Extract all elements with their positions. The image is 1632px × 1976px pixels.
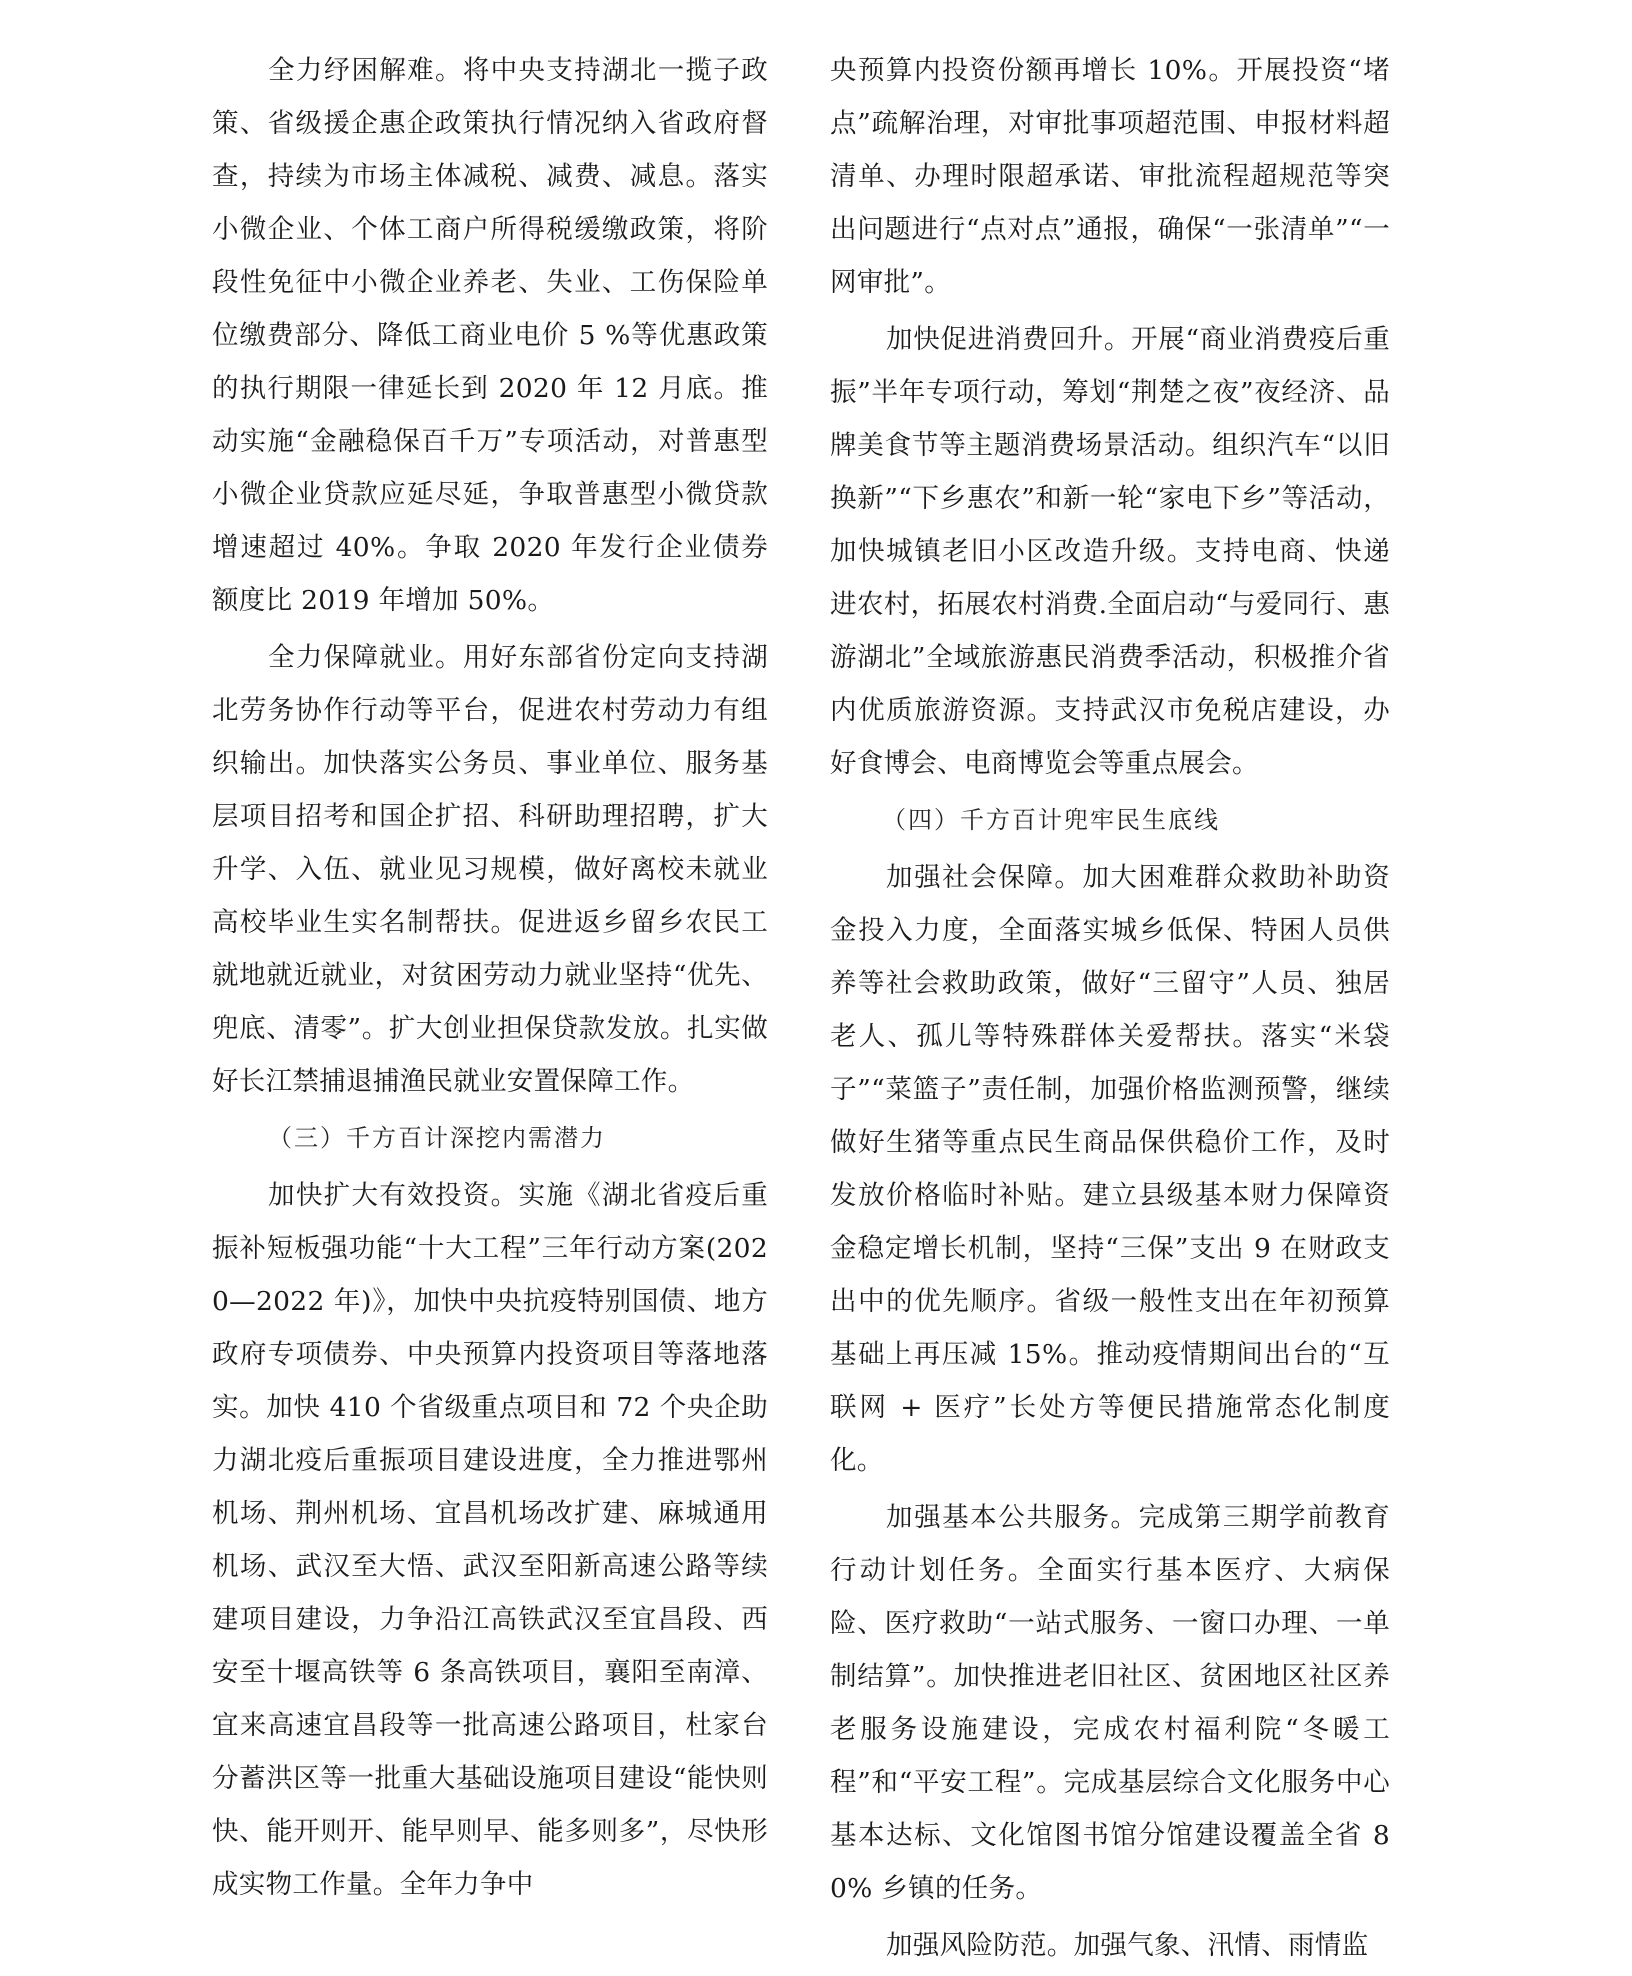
paragraph-employment: 全力保障就业。用好东部省份定向支持湖北劳务协作行动等平台，促进农村劳动力有组织输出。加快落实公务员、事业单位、服务基层项目招考和国企扩招、科研助理招聘，扩大升学、入伍、就业见习规模，做好离校未就业高校毕业生实名制帮扶。促进返乡留乡农民工就地就近就业，对贫困劳动力就业坚持“优先、兜底、清零”。扩大创业担保贷款发放。扎实做好长江禁捕退捕渔民就业安置保障工作。 [212,642,768,1097]
paragraph-investment: 加快扩大有效投资。实施《湖北省疫后重振补短板强功能“十大工程”三年行动方案(2020—2022 年)》，加快中央抗疫特别国债、地方政府专项债券、中央预算内投资项目等落地落实。加快 410 个省级重点项目和 72 个央企助力湖北疫后重振项目建设进度，全力推进鄂州机场、荆州机场、宜昌机场改扩建、麻城通用机场、武汉至大悟、武汉至阳新高速公路等续建项目建设，力争沿江高铁武汉至宜昌段、西安至十堰高铁等 6 条高铁项目，襄阳至南漳、宜来高速宜昌段等一批高速公路项目，杜家台分蓄洪区等一批重大基础设施项目建设“能快则快、能开则开、能早则早、能多则多”，尽快形成实物工作量。全年力争中 [212,1180,768,1900]
paragraph-consumption: 加快促进消费回升。开展“商业消费疫后重振”半年专项行动，筹划“荆楚之夜”夜经济、品牌美食节等主题消费场景活动。组织汽车“以旧换新”“下乡惠农”和新一轮“家电下乡”等活动，加快城镇老旧小区改造升级。支持电商、快递进农村，拓展农村消费.全面启动“与爱同行、惠游湖北”全域旅游惠民消费季活动，积极推介省内优质旅游资源。支持武汉市免税店建设，办好食博会、电商博览会等重点展会。 [830,324,1390,779]
paragraph-social-security: 加强社会保障。加大困难群众救助补助资金投入力度，全面落实城乡低保、特困人员供养等社会救助政策，做好“三留守”人员、独居老人、孤儿等特殊群体关爱帮扶。落实“米袋子”“菜篮子”责任制，加强价格监测预警，继续做好生猪等重点民生商品保供稳价工作，及时发放价格临时补贴。建立县级基本财力保障资金稳定增长机制，坚持“三保”支出 9 在财政支出中的优先顺序。省级一般性支出在年初预算基础上再压减 15%。推动疫情期间出台的“互联网 + 医疗”长处方等便民措施常态化制度化。 [830,862,1390,1476]
left-column [212,44,768,1915]
paragraph-relief-difficulties: 全力纾困解难。将中央支持湖北一揽子政策、省级援企惠企政策执行情况纳入省政府督查，持续为市场主体减税、减费、减息。落实小微企业、个体工商户所得税缓缴政策，将阶段性免征中小微企业养老、失业、工伤保险单位缴费部分、降低工商业电价 5 %等优惠政策的执行期限一律延长到 2020 年 12 月底。推动实施“金融稳保百千万”专项活动，对普惠型小微企业贷款应延尽延，争取普惠型小微贷款增速超过 40%。争取 2020 年发行企业债券额度比 2019 年增加 50%。 [212,55,768,616]
section-heading-livelihood: （四）千方百计兜牢民生底线 [882,806,1220,834]
section-heading-domestic-demand: （三）千方百计深挖内需潜力 [268,1124,606,1152]
paragraph-investment-continued: 央预算内投资份额再增长 10%。开展投资“堵点”疏解治理，对审批事项超范围、申报材料超清单、办理时限超承诺、审批流程超规范等突出问题进行“点对点”通报，确保“一张清单”“一网审批”。 [830,55,1390,298]
paragraph-public-services: 加强基本公共服务。完成第三期学前教育行动计划任务。全面实行基本医疗、大病保险、医疗救助“一站式服务、一窗口办理、一单制结算”。加快推进老旧社区、贫困地区社区养老服务设施建设，完成农村福利院“冬暖工程”和“平安工程”。完成基层综合文化服务中心基本达标、文化馆图书馆分馆建设覆盖全省 80% 乡镇的任务。 [830,1502,1390,1904]
right-column [830,44,1390,1976]
paragraph-risk-prevention: 加强风险防范。加强气象、汛情、雨情监 [886,1930,1369,1961]
